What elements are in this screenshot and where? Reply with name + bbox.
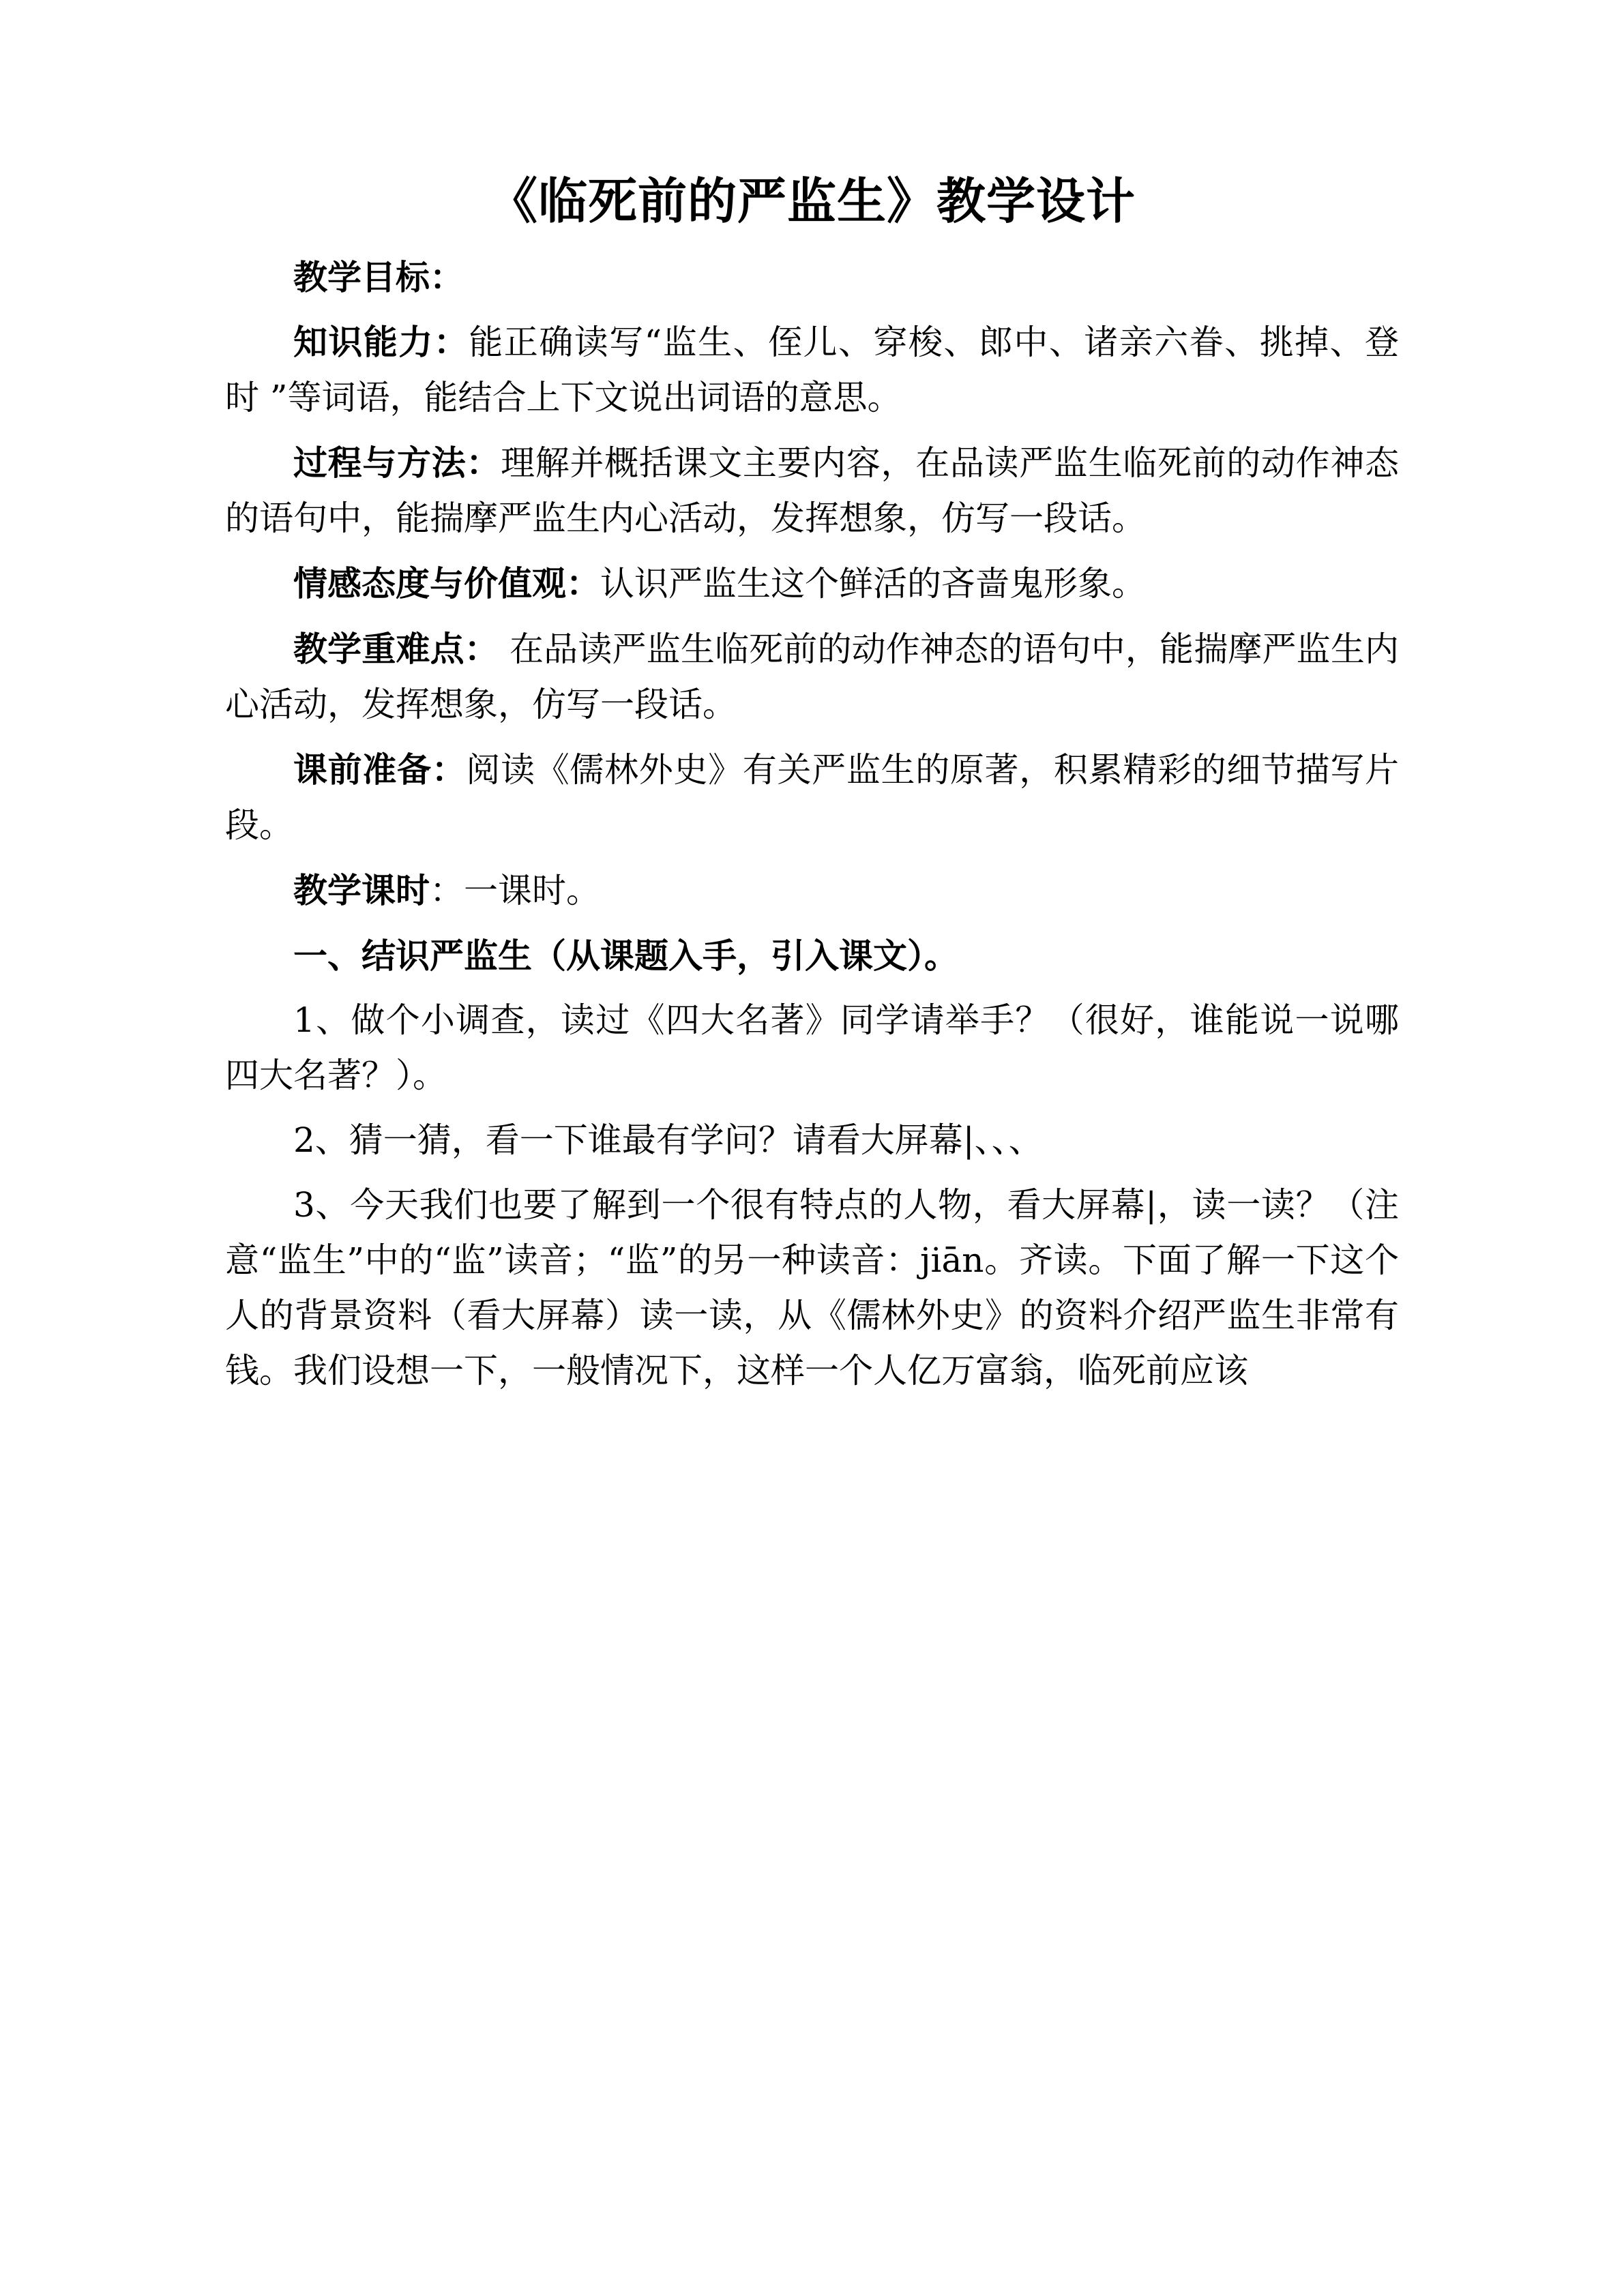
process-method-text: 理解并概括课文主要内容，在品读严监生临死前的动作神态的语句中，能揣摩严监生内心活动，发挥想象，仿写一段话。 [225,443,1400,538]
knowledge-ability-text: 能正确读写“监生、侄儿、穿梭、郎中、诸亲六眷、挑掉、登时 ”等词语，能结合上下文说出词语的意思。 [225,323,1400,417]
key-difficult-points-text: 在品读严监生临死前的动作神态的语句中，能揣摩严监生内心活动，发挥想象，仿写一段话。 [225,629,1399,724]
key-difficult-points-label: 教学重难点： [293,629,499,669]
process-method-label: 过程与方法： [293,443,501,483]
knowledge-ability-label: 知识能力： [293,322,469,362]
teaching-hours-text: ：一课时。 [430,871,600,910]
item-2-para: 2、猜一猜，看一下谁最有学问？请看大屏幕|、、、 [293,1120,1043,1160]
teaching-hours-para [225,863,1399,919]
teaching-objectives-heading: 教学目标： [293,257,464,297]
pre-class-preparation-label: 课前准备： [293,749,467,790]
page-title: 《临死前的严监生》教学设计 [488,172,1136,230]
key-difficult-points-para [225,621,1399,732]
teaching-hours-label: 教学课时 [293,870,430,910]
pre-class-preparation-para [225,742,1399,853]
process-method-para [225,435,1399,546]
item-3-para: 3、今天我们也要了解到一个很有特点的人物，看大屏幕|，读一读？（注意“监生”中的“监”读音；“监”的另一种读音：jiān。齐读。下面了解一下这个人的背景资料（看大屏幕）读一读，从《儒林外史》的资料介绍严监生非常有钱。我们设想一下，一般情况下，这样一个人亿万富翁，临死前应该 [225,1185,1399,1390]
emotion-attitude-values-para [225,556,1399,612]
emotion-attitude-values-text: 认识严监生这个鲜活的吝啬鬼形象。 [600,564,1146,603]
knowledge-ability-para [225,314,1399,426]
emotion-attitude-values-label: 情感态度与价值观： [293,563,600,603]
item-1-para: 1、做个小调查，读过《四大名著》同学请举手？（很好，谁能说一说哪四大名著？）。 [225,1000,1399,1095]
section-one-heading: 一、结识严监生（从课题入手，引入课文）。 [293,936,958,976]
pre-class-preparation-text: 阅读《儒林外史》有关严监生的原著，积累精彩的细节描写片段。 [225,750,1400,845]
